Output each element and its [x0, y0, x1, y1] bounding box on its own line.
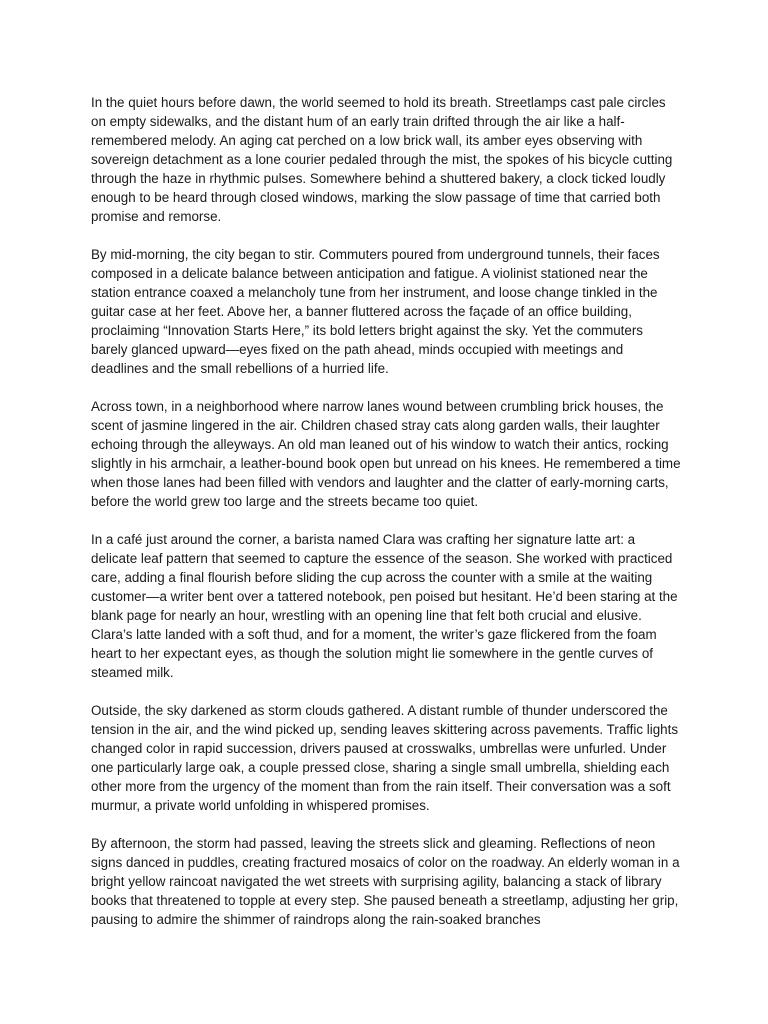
paragraph-neighborhood: Across town, in a neighborhood where narrow lanes wound between crumbling brick houses, the scent of jasmine lingered in the air. Children chased stray cats along garden walls, their laughter echoing through the alleyways. An old man leaned out of his window to watch their antics, rocking slightly in his armchair, a leather-bound book open but unread on his knees. He remembered a time when those lanes had been filled with vendors and laughter and the clatter of early-morning carts, before the world grew too large and the streets became too quiet.	[91, 399, 681, 509]
document-page	[91, 93, 681, 948]
paragraph-storm: Outside, the sky darkened as storm clouds gathered. A distant rumble of thunder underscored the tension in the air, and the wind picked up, sending leaves skittering across pavements. Traffic lights changed color in rapid succession, drivers paused at crosswalks, umbrellas were unfurled. Under one particularly large oak, a couple pressed close, sharing a single small umbrella, shielding each other more from the urgency of the moment than from the rain itself. Their conversation was a soft murmur, a private world unfolding in whispered promises.	[91, 703, 679, 813]
paragraph-afternoon: By afternoon, the storm had passed, leaving the streets slick and gleaming. Reflections of neon signs danced in puddles, creating fractured mosaics of color on the roadway. An elderly woman in a bright yellow raincoat navigated the wet streets with surprising agility, balancing a stack of library books that threatened to topple at every step. She paused beneath a streetlamp, adjusting her grip, pausing to admire the shimmer of raindrops along the rain-soaked branches	[91, 836, 680, 927]
paragraph-cafe: In a café just around the corner, a barista named Clara was crafting her signature latte art: a delicate leaf pattern that seemed to capture the essence of the season. She worked with practiced care, adding a final flourish before sliding the cup across the counter with a smile at the waiting customer—a writer bent over a tattered notebook, pen poised but hesitant. He’d been staring at the blank page for nearly an hour, wrestling with an opening line that felt both crucial and elusive. Clara’s latte landed with a soft thud, and for a moment, the writer’s gaze flickered from the foam heart to her expectant eyes, as though the solution might lie somewhere in the gentle curves of steamed milk.	[91, 532, 678, 680]
paragraph-dawn: In the quiet hours before dawn, the world seemed to hold its breath. Streetlamps cast pale circles on empty sidewalks, and the distant hum of an early train drifted through the air like a half-remembered melody. An aging cat perched on a low brick wall, its amber eyes observing with sovereign detachment as a lone courier pedaled through the mist, the spokes of his bicycle cutting through the haze in rhythmic pulses. Somewhere behind a shuttered bakery, a clock ticked loudly enough to be heard through closed windows, marking the slow passage of time that carried both promise and remorse.	[91, 95, 673, 224]
paragraph-mid-morning: By mid-morning, the city began to stir. Commuters poured from underground tunnels, their faces composed in a delicate balance between anticipation and fatigue. A violinist stationed near the station entrance coaxed a melancholy tune from her instrument, and loose change tinkled in the guitar case at her feet. Above her, a banner fluttered across the façade of an office building, proclaiming “Innovation Starts Here,” its bold letters bright against the sky. Yet the commuters barely glanced upward—eyes fixed on the path ahead, minds occupied with meetings and deadlines and the small rebellions of a hurried life.	[91, 247, 660, 376]
